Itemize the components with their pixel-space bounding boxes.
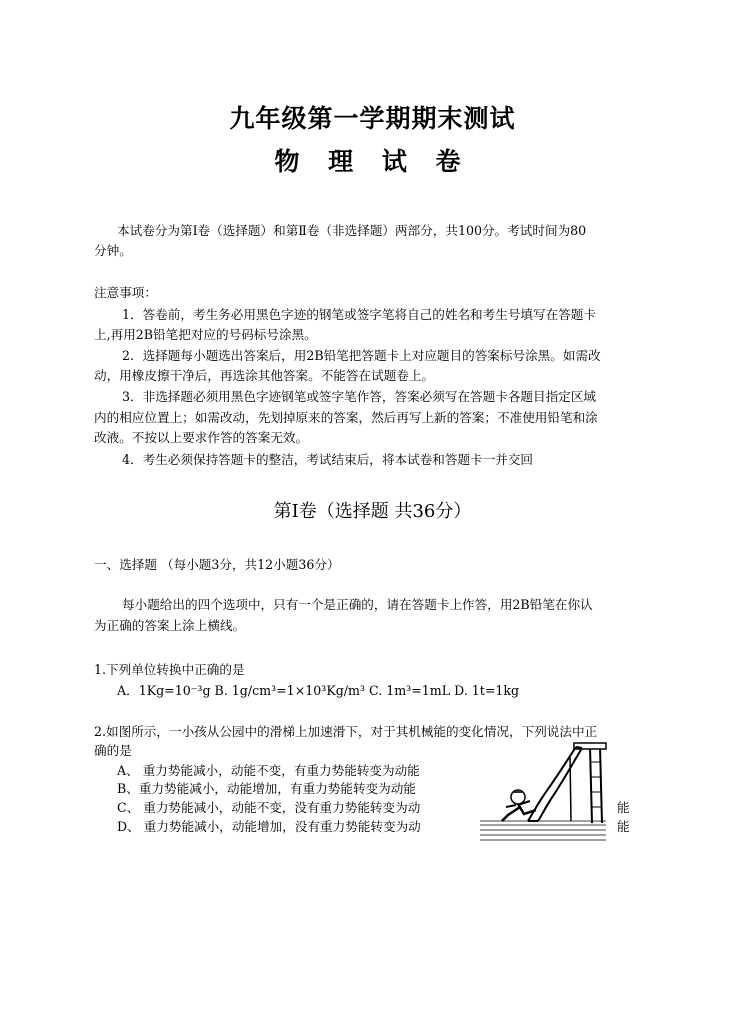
q2-option-c: C、 重力势能减小，动能不变，没有重力势能转变为动 bbox=[117, 800, 421, 815]
notes-heading: 注意事项： bbox=[94, 285, 157, 300]
note-line: 4．考生必须保持答题卡的整洁，考试结束后，将本试卷和答题卡一并交回 bbox=[122, 452, 534, 467]
q2-option-d-tail: 能 bbox=[617, 819, 630, 834]
q2-option-c-tail: 能 bbox=[617, 800, 630, 815]
instruction-line-1: 每小题给出的四个选项中，只有一个是正确的，请在答题卡上作答，用2B铅笔在你认 bbox=[122, 597, 593, 612]
exam-title: 九年级第一学期期末测试 bbox=[229, 104, 516, 133]
note-line: 3．非选择题必须用黑色字迹钢笔或签字笔作答，答案必须写在答题卡各题目指定区域 bbox=[122, 389, 596, 404]
q1-options: A．1Kg=10⁻³g B. 1g/cm³=1×10³Kg/m³ C. 1m³=1mL D. 1t=1kg bbox=[117, 683, 520, 698]
part-label: 一、选择题 （每小题3分，共12小题36分） bbox=[94, 557, 340, 572]
note-line: 动，用橡皮擦干净后，再选涂其他答案。不能答在试题卷上。 bbox=[94, 368, 435, 383]
q2-option-a: A、 重力势能减小，动能不变，有重力势能转变为动能 bbox=[117, 763, 420, 778]
intro-line-2: 分钟。 bbox=[94, 243, 132, 258]
intro-line-1: 本试卷分为第Ⅰ卷（选择题）和第Ⅱ卷（非选择题）两部分，共100分。考试时间为80 bbox=[117, 223, 587, 238]
q2-option-b: B、重力势能减小，动能增加，有重力势能转变为动能 bbox=[117, 781, 416, 796]
exam-subtitle: 物 理 试 卷 bbox=[274, 147, 471, 176]
note-line: 1．答卷前，考生务必用黑色字迹的钢笔或签字笔将自己的姓名和考生号填写在答题卡 bbox=[122, 307, 596, 322]
note-line: 上,再用2B铅笔把对应的号码标号涂黑。 bbox=[94, 327, 317, 342]
q2-stem-line-1: 2.如图所示，一小孩从公园中的滑梯上加速滑下，对于其机械能的变化情况，下列说法中正 bbox=[94, 724, 598, 739]
note-line: 2．选择题每小题选出答案后，用2B铅笔把答题卡上对应题目的答案标号涂黑。如需改 bbox=[122, 348, 601, 363]
note-line: 改液。不按以上要求作答的答案无效。 bbox=[94, 430, 309, 445]
section-title: 第Ⅰ卷（选择题 共36分） bbox=[273, 501, 472, 522]
q1-stem: 1.下列单位转换中正确的是 bbox=[94, 662, 245, 677]
slide-illustration bbox=[478, 717, 611, 843]
q2-stem-line-2: 确的是 bbox=[94, 743, 132, 758]
instruction-line-2: 为正确的答案上涂上横线。 bbox=[94, 618, 246, 633]
note-line: 内的相应位置上；如需改动，先划掉原来的答案，然后再写上新的答案；不准使用铅笔和涂 bbox=[94, 410, 598, 425]
q2-option-d: D、 重力势能减小，动能增加，没有重力势能转变为动 bbox=[117, 819, 421, 834]
